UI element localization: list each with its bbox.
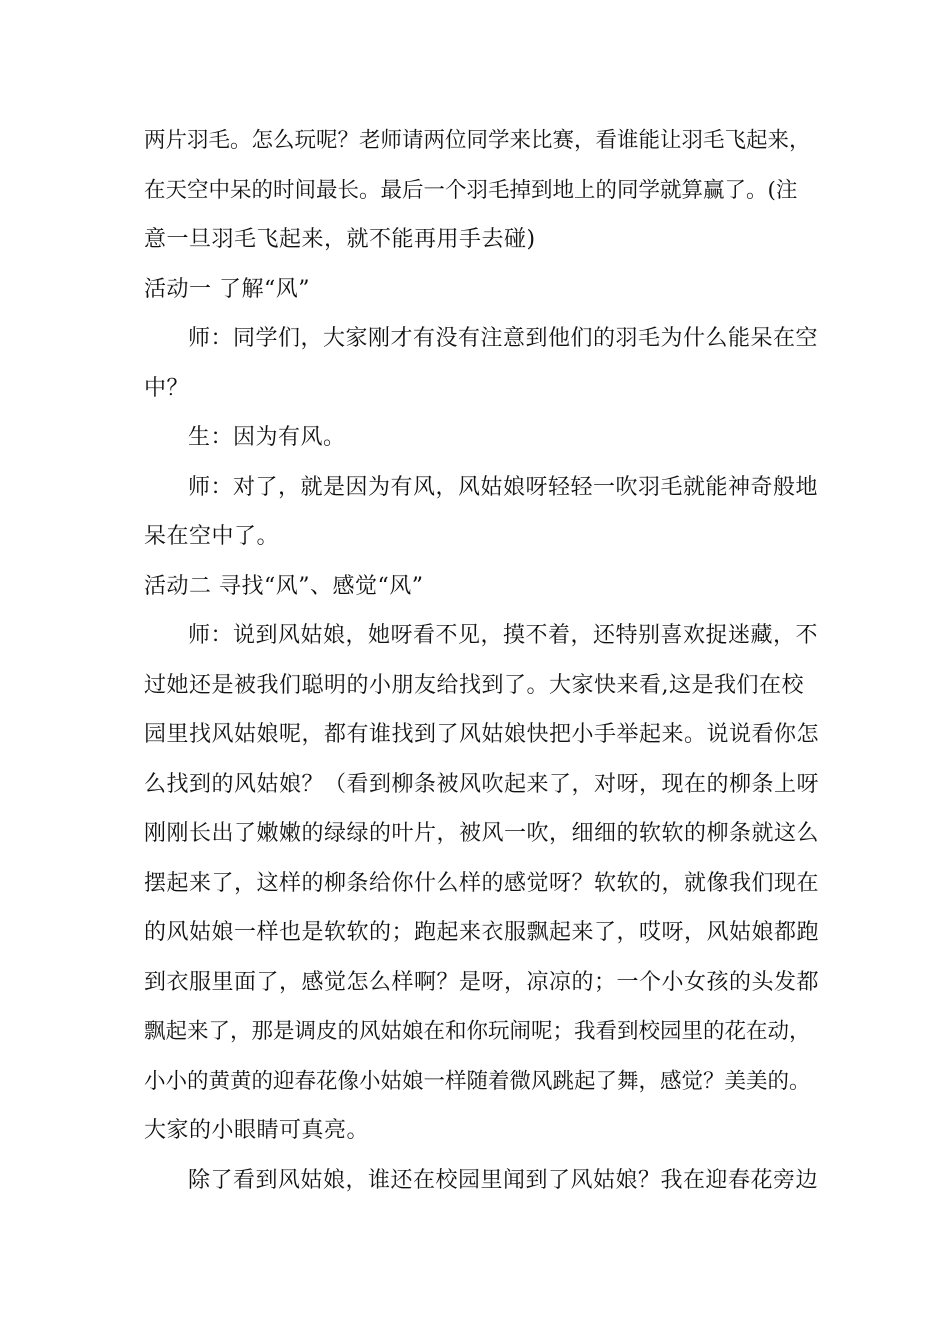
- text-line: 中？: [144, 375, 190, 401]
- teacher-dialogue-line: 师：同学们，大家刚才有没有注意到他们的羽毛为什么能呆在空: [188, 326, 819, 351]
- text-line: 小小的黄黄的迎春花像小姑娘一样随着微风跳起了舞，感觉？美美的。: [144, 1068, 811, 1094]
- text-line: 在天空中呆的时间最长。最后一个羽毛掉到地上的同学就算赢了。(注: [144, 177, 798, 203]
- document-body: [144, 116, 824, 1205]
- text-line: 意一旦羽毛飞起来，就不能再用手去碰): [144, 227, 536, 252]
- text-line: 过她还是被我们聪明的小朋友给找到了。大家快来看,这是我们在校: [144, 672, 804, 698]
- teacher-dialogue-line: 师：对了，就是因为有风，风姑娘呀轻轻一吹羽毛就能神奇般地: [188, 474, 819, 500]
- text-line: 么找到的风姑娘？（看到柳条被风吹起来了，对呀，现在的柳条上呀: [144, 771, 820, 797]
- text-line: 摆起来了，这样的柳条给你什么样的感觉呀？软软的，就像我们现在: [144, 870, 820, 896]
- student-dialogue-line: 生：因为有风。: [188, 425, 346, 450]
- text-line: 到衣服里面了，感觉怎么样啊？是呀，凉凉的；一个小女孩的头发都: [144, 969, 820, 995]
- section-heading-activity-2: 活动二 寻找“风”、感觉“风”: [144, 573, 424, 599]
- text-line: 大家的小眼睛可真亮。: [144, 1118, 370, 1143]
- teacher-dialogue-line: 师：说到风姑娘，她呀看不见，摸不着，还特别喜欢捉迷藏，不: [188, 623, 819, 648]
- text-line: 两片羽毛。怎么玩呢？老师请两位同学来比赛，看谁能让羽毛飞起来，: [144, 128, 811, 153]
- text-line: 园里找风姑娘呢，都有谁找到了风姑娘快把小手举起来。说说看你怎: [144, 722, 820, 747]
- text-line: 飘起来了，那是调皮的风姑娘在和你玩闹呢；我看到校园里的花在动，: [144, 1019, 811, 1044]
- text-line: 刚刚长出了嫩嫩的绿绿的叶片，被风一吹，细细的软软的柳条就这么: [144, 821, 820, 846]
- text-line: 的风姑娘一样也是软软的；跑起来衣服飘起来了，哎呀，风姑娘都跑: [144, 920, 820, 945]
- text-line: 呆在空中了。: [144, 524, 280, 549]
- paragraph-start-line: 除了看到风姑娘，谁还在校园里闻到了风姑娘？我在迎春花旁边: [188, 1167, 819, 1193]
- section-heading-activity-1: 活动一 了解“风”: [144, 276, 310, 302]
